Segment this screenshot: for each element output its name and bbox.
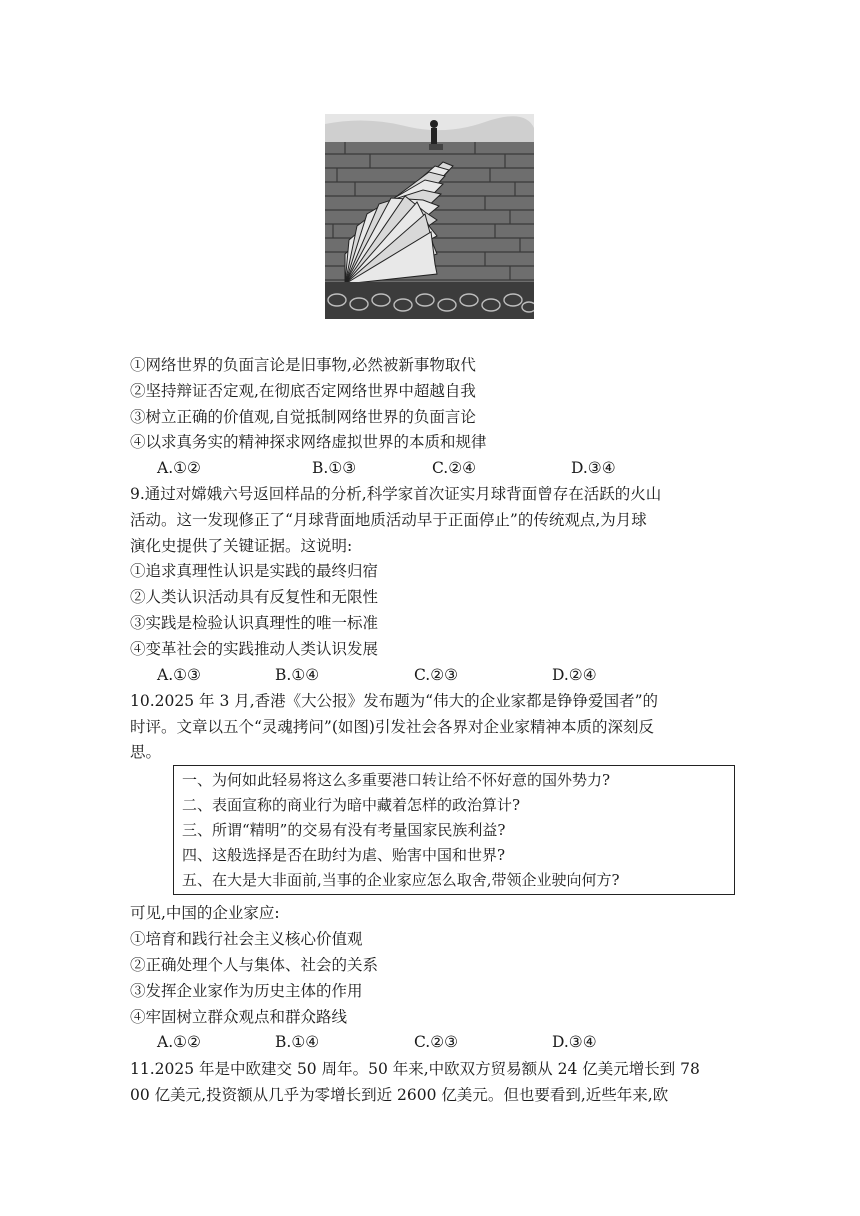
q11-stem: 00 亿美元,投资额从几乎为零增长到近 2600 亿美元。但也要看到,近些年来,欧	[130, 1086, 669, 1104]
choice-a: A.①②	[157, 459, 201, 477]
choice-b: B.①④	[275, 666, 320, 684]
choice-c: C.②③	[414, 1033, 459, 1051]
q10-option: ④牢固树立群众观点和群众路线	[130, 1008, 348, 1026]
box-line: 四、这般选择是否在助纣为虐、贻害中国和世界?	[182, 846, 506, 864]
box-line: 三、所谓“精明”的交易有没有考量国家民族利益?	[182, 821, 506, 839]
q8-option: ①网络世界的负面言论是旧事物,必然被新事物取代	[130, 356, 476, 374]
choice-d: D.②④	[552, 666, 597, 684]
q10-option: ②正确处理个人与集体、社会的关系	[130, 956, 379, 974]
q10-stem: 10.2025 年 3 月,香港《大公报》发布题为“伟大的企业家都是铮铮爱国者”的	[130, 692, 659, 710]
q10-stem: 时评。文章以五个“灵魂拷问”(如图)引发社会各界对企业家精神本质的深刻反	[130, 718, 654, 736]
q9-option: ①追求真理性认识是实践的最终归宿	[130, 562, 379, 580]
q9-stem: 9.通过对嫦娥六号返回样品的分析,科学家首次证实月球背面曾存在活跃的火山	[130, 485, 662, 503]
q11-stem: 11.2025 年是中欧建交 50 周年。50 年来,中欧双方贸易额从 24 亿美元增长到 78	[130, 1060, 700, 1078]
choice-c: C.②④	[432, 459, 477, 477]
q10-lead: 可见,中国的企业家应:	[130, 904, 280, 922]
soul-questions-box	[173, 765, 735, 895]
q9-stem: 活动。这一发现修正了“月球背面地质活动早于正面停止”的传统观点,为月球	[130, 511, 647, 529]
q8-option: ②坚持辩证否定观,在彻底否定网络世界中超越自我	[130, 382, 476, 400]
box-line: 一、为何如此轻易将这么多重要港口转让给不怀好意的国外势力?	[182, 771, 611, 789]
choice-d: D.③④	[571, 459, 616, 477]
choice-a: A.①③	[157, 666, 201, 684]
q10-option: ③发挥企业家作为历史主体的作用	[130, 982, 363, 1000]
choice-b: B.①③	[312, 459, 357, 477]
q8-option: ④以求真务实的精神探求网络虚拟世界的本质和规律	[130, 433, 487, 451]
choice-a: A.①②	[157, 1033, 201, 1051]
q9-stem: 演化史提供了关键证据。这说明:	[130, 537, 353, 555]
box-line: 二、表面宣称的商业行为暗中藏着怎样的政治算计?	[182, 796, 521, 814]
box-line: 五、在大是大非面前,当事的企业家应怎么取舍,带领企业驶向何方?	[182, 871, 620, 889]
q10-option: ①培育和践行社会主义核心价值观	[130, 930, 363, 948]
q10-stem: 思。	[130, 743, 162, 761]
q9-option: ④变革社会的实践推动人类认识发展	[130, 640, 379, 658]
choice-c: C.②③	[414, 666, 459, 684]
book-staircase-illustration	[325, 114, 534, 319]
choice-b: B.①④	[275, 1033, 320, 1051]
q9-option: ②人类认识活动具有反复性和无限性	[130, 588, 379, 606]
q9-option: ③实践是检验认识真理性的唯一标准	[130, 614, 379, 632]
q8-option: ③树立正确的价值观,自觉抵制网络世界的负面言论	[130, 408, 476, 426]
choice-d: D.③④	[552, 1033, 597, 1051]
